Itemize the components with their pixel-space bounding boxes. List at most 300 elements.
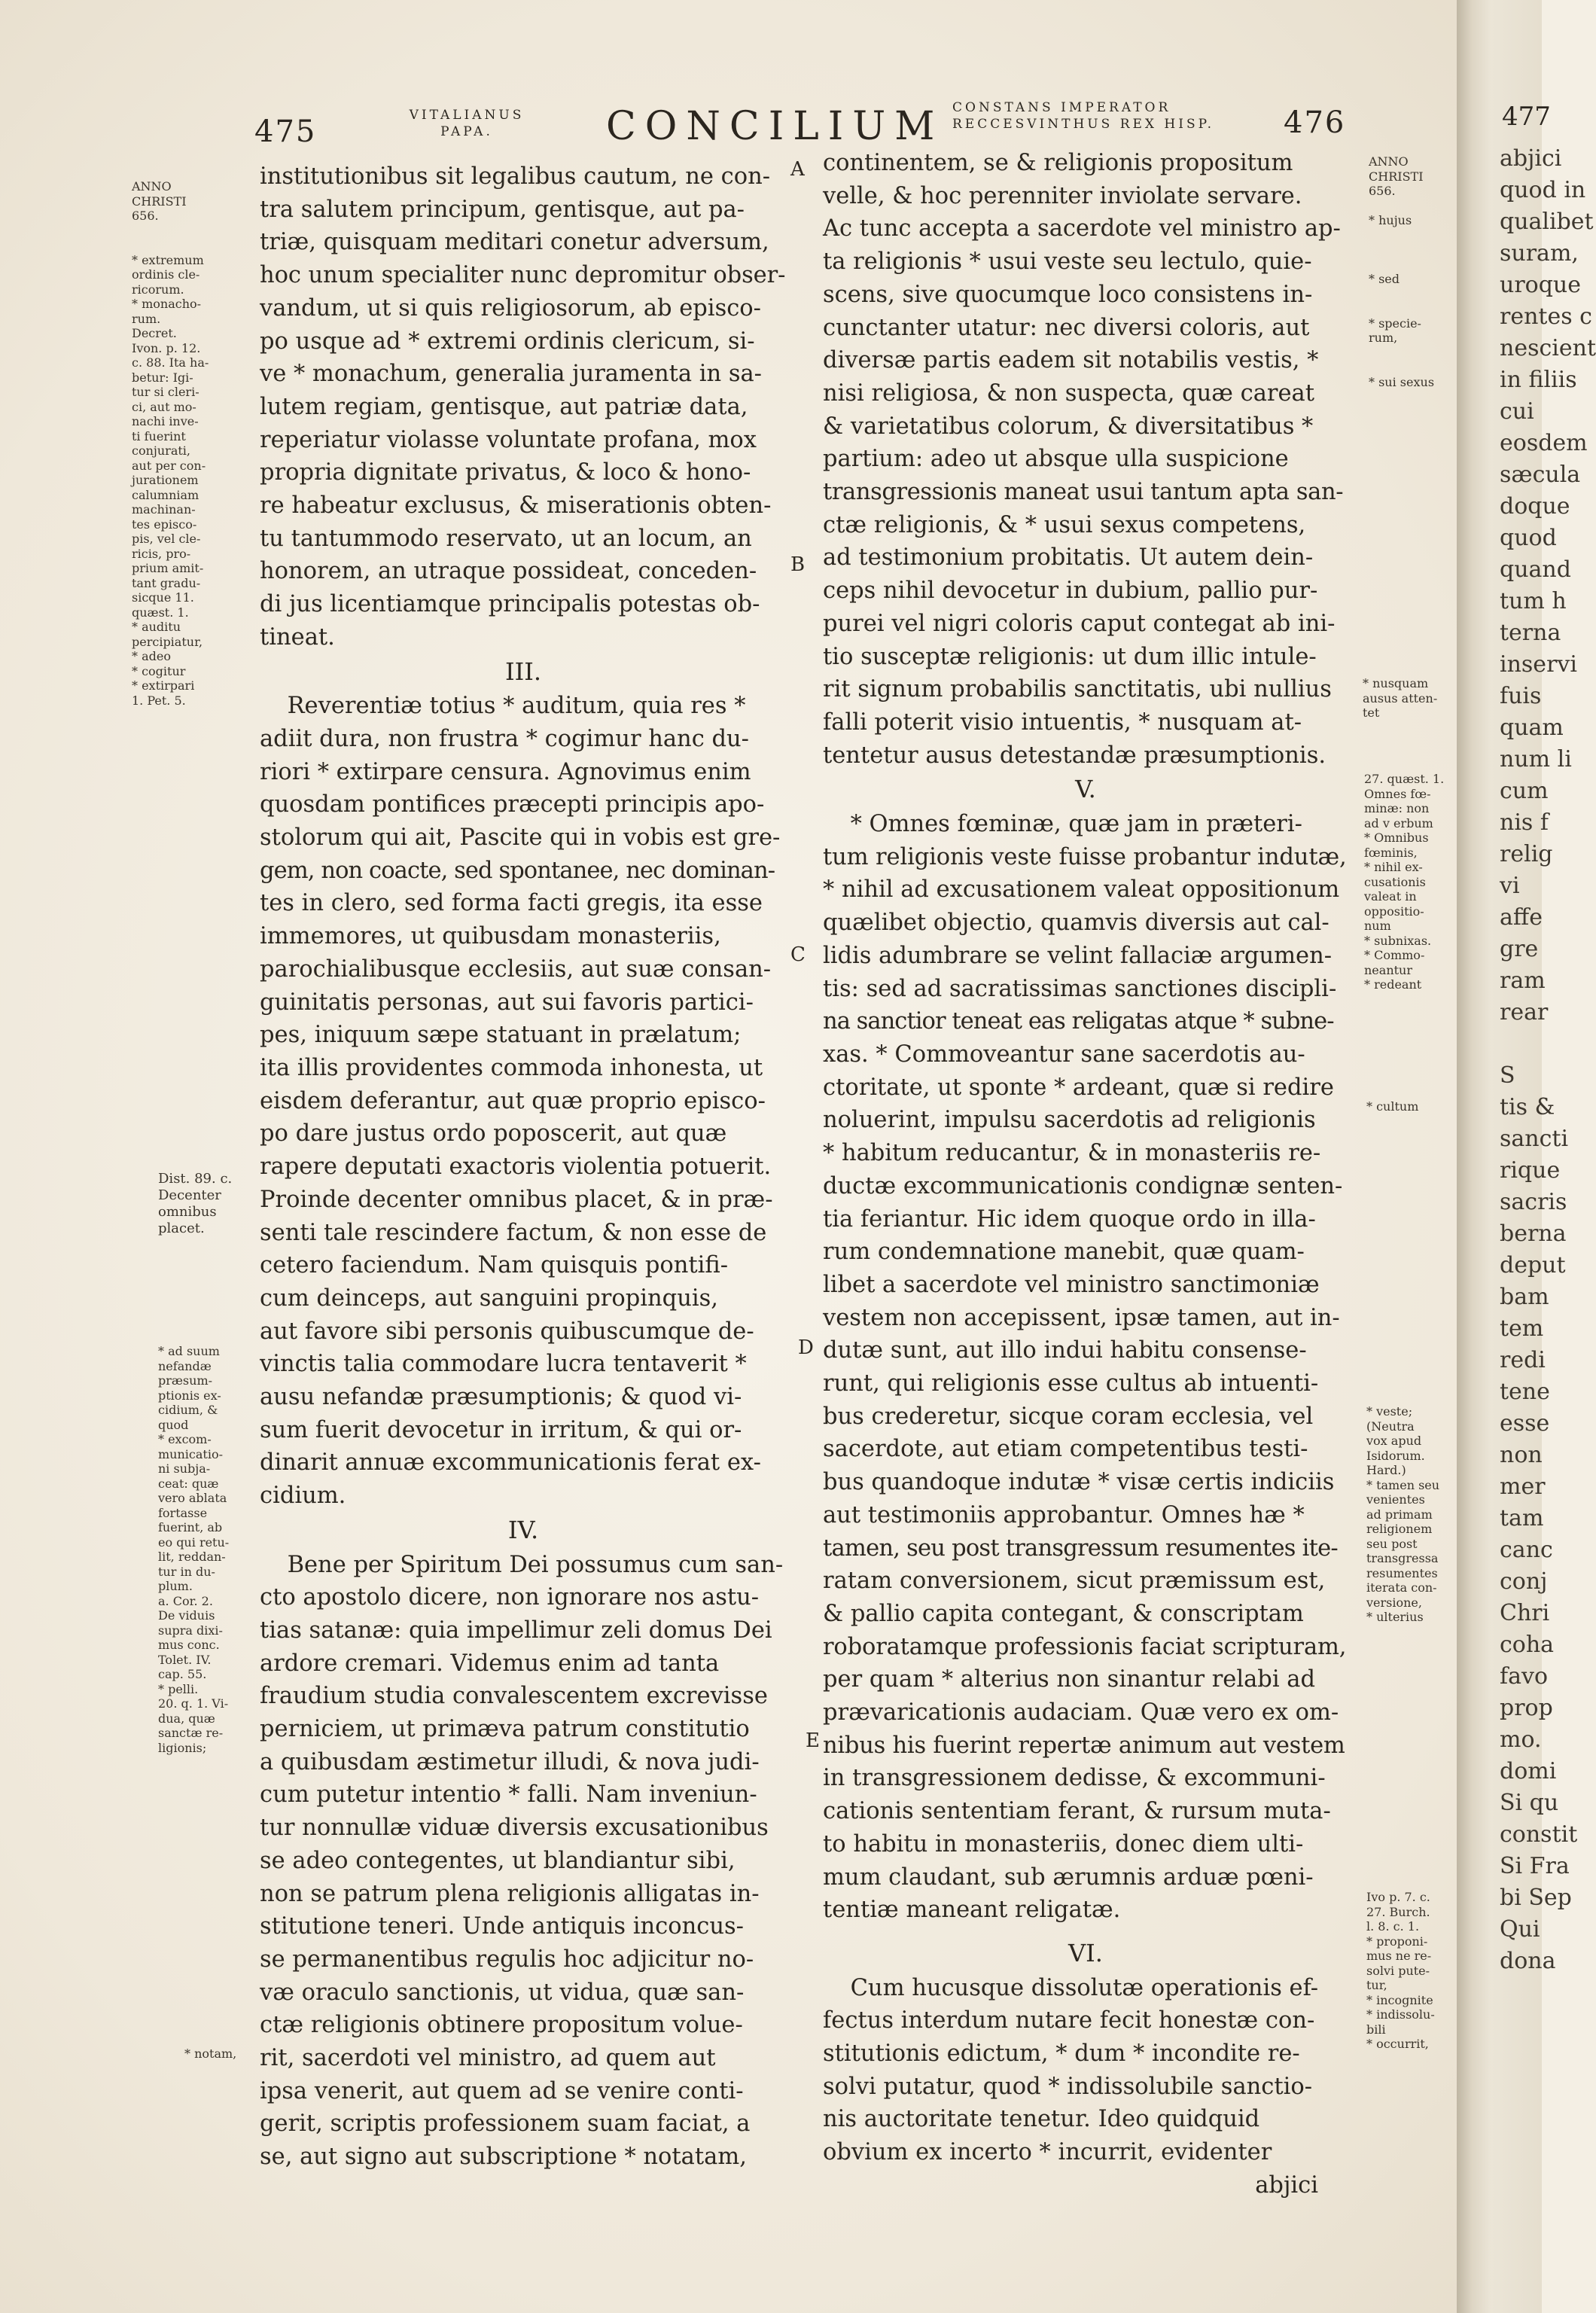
edge-fragment: fuis — [1500, 683, 1542, 709]
text-line: transgressionis maneat usui tantum apta san- — [823, 479, 1344, 506]
text-line: vinctis talia commodare lucra tentaverit * — [260, 1351, 747, 1378]
margin-note: venientes — [1366, 1492, 1425, 1507]
margin-note: quæst. 1. — [132, 605, 189, 620]
right-paragraph-5 — [823, 808, 1348, 1927]
margin-note: religionem — [1366, 1522, 1433, 1536]
edge-fragment: nescient — [1500, 335, 1596, 361]
text-line: ctæ religionis, & * usui sexus competens, — [823, 511, 1306, 538]
heading-IV: IV. — [507, 1515, 539, 1544]
edge-fragment: constit — [1500, 1821, 1578, 1848]
text-line: po dare justus ordo poposcerit, aut quæ — [260, 1120, 727, 1147]
text-line: dutæ sunt, aut illo indui habitu consense- — [823, 1337, 1307, 1364]
text-line: nibus his fuerint repertæ animum aut vestem — [823, 1732, 1345, 1759]
text-line: cto apostolo dicere, non ignorare nos astu- — [260, 1584, 760, 1611]
margin-note: placet. — [158, 1220, 205, 1236]
text-line: tu tantummodo reservato, ut an locum, an — [260, 525, 752, 552]
margin-note: ANNO — [1369, 154, 1409, 169]
section-letter-e: E — [806, 1729, 820, 1752]
edge-fragment: coha — [1500, 1632, 1555, 1658]
margin-note: * cultum — [1366, 1099, 1419, 1114]
text-line: & varietatibus colorum, & diversitatibus * — [823, 413, 1314, 440]
text-line: solvi putatur, quod * indissolubile sanctio- — [823, 2073, 1313, 2100]
margin-note: lit, reddan- — [158, 1550, 226, 1564]
right-margin-notes-2 — [1363, 676, 1457, 721]
margin-note: minæ: non — [1364, 801, 1430, 815]
left-margin-notes-3 — [158, 1344, 271, 1755]
text-line: væ oraculo sanctionis, ut vidua, quæ san- — [260, 1979, 745, 2006]
text-line: non se patrum plena religionis alligatas in- — [260, 1880, 760, 1907]
margin-note: Tolet. IV. — [158, 1652, 212, 1667]
text-line: noluerint, impulsu sacerdotis ad religionis — [823, 1107, 1316, 1134]
margin-note: 27. Burch. — [1366, 1904, 1430, 1919]
text-line: velle, & hoc perenniter inviolate servare. — [823, 182, 1302, 209]
margin-note: Hard.) — [1366, 1463, 1406, 1477]
margin-note: CHRISTI — [132, 194, 187, 209]
text-line: cetero faciendum. Nam quisquis pontifi- — [260, 1252, 729, 1279]
section-letter-b: B — [790, 553, 806, 576]
left-page-number: 475 — [254, 114, 317, 149]
margin-note — [1369, 228, 1459, 243]
text-line: rit, sacerdoti vel ministro, ad quem aut — [260, 2045, 716, 2072]
margin-note: * excom- — [158, 1432, 212, 1446]
text-line: purei vel nigri coloris caput contegat ab ini- — [823, 610, 1336, 637]
section-letter-a: A — [790, 158, 805, 181]
margin-note: machinan- — [132, 502, 196, 517]
edge-fragment: deput — [1500, 1252, 1566, 1278]
next-page-edge-fragments — [1500, 143, 1596, 1977]
margin-note: * extirpari — [132, 678, 195, 693]
margin-note — [1369, 199, 1459, 214]
margin-note: nachi inve- — [132, 414, 199, 428]
edge-fragment: suram, — [1500, 240, 1579, 267]
text-line: continentem, se & religionis propositum — [823, 150, 1293, 176]
text-line: Ac tunc accepta a sacerdote vel ministro ap- — [823, 215, 1341, 242]
text-line: se permanentibus regulis hoc adjicitur no- — [260, 1946, 754, 1973]
text-line: cidium. — [260, 1483, 346, 1510]
text-line: obvium ex incerto * incurrit, evidenter — [823, 2139, 1272, 2166]
left-paragraph-4 — [260, 1549, 787, 2174]
edge-fragment: quod in — [1500, 177, 1586, 203]
text-line: guinitatis personas, aut sui favoris partici- — [260, 989, 754, 1016]
text-line: nisi religiosa, & non suspecta, quæ careat — [823, 379, 1314, 407]
edge-fragment: quand — [1500, 556, 1571, 583]
edge-fragment: Qui — [1500, 1916, 1540, 1943]
margin-note: ni subja- — [158, 1461, 211, 1476]
margin-note: ad v erbum — [1364, 815, 1433, 830]
margin-note: * adeo — [132, 649, 171, 663]
margin-note — [1369, 258, 1459, 273]
text-line: * habitum reducantur, & in monasteriis re- — [823, 1140, 1321, 1167]
margin-note: CHRISTI — [1369, 169, 1424, 184]
right-paragraph-1 — [823, 147, 1348, 772]
text-line: libet a sacerdote vel ministro sanctimoniæ — [823, 1271, 1320, 1298]
margin-note: prium amit- — [132, 561, 204, 575]
edge-fragment: sancti — [1500, 1126, 1569, 1152]
text-line: perniciem, ut primæva patrum constitutio — [260, 1716, 750, 1743]
edge-fragment: inservi — [1500, 651, 1577, 678]
margin-note: fortasse — [158, 1505, 208, 1520]
text-line: to habitu in monasteriis, donec diem ulti- — [823, 1830, 1304, 1857]
right-running-title: CONSTANS IMPERATOR RECCESVINTHUS REX HISP. — [952, 100, 1214, 132]
margin-note: plum. — [158, 1579, 193, 1593]
margin-note — [1369, 301, 1459, 316]
edge-fragment: terna — [1500, 620, 1561, 646]
text-line: ctæ religionis obtinere propositum volue- — [260, 2012, 743, 2039]
edge-fragment: abjici — [1500, 145, 1562, 172]
text-line: fectus interdum nutare fecit honestæ con- — [823, 2007, 1315, 2034]
edge-fragment: prop — [1500, 1695, 1553, 1721]
text-line: Cum hucusque dissolutæ operationis ef- — [850, 1974, 1319, 2001]
margin-note: Decenter — [158, 1187, 221, 1203]
margin-note: * specie- — [1369, 315, 1421, 331]
margin-note: resumentes — [1366, 1565, 1438, 1580]
edge-fragment: Si qu — [1500, 1790, 1559, 1816]
text-line: se adeo contegentes, ut blandiantur sibi, — [260, 1847, 736, 1874]
edge-fragment: ram — [1500, 968, 1546, 994]
text-line: quosdam pontifices præcepti principis apo- — [260, 791, 765, 818]
text-line: falli poterit visio intuentis, * nusquam at- — [823, 709, 1302, 736]
margin-note: Ivon. p. 12. — [132, 340, 201, 355]
margin-note: calumniam — [132, 487, 200, 502]
left-margin-notes-2 — [158, 1171, 263, 1237]
text-line: tis: sed ad sacratissimas sanctiones discipli- — [823, 975, 1337, 1002]
edge-fragment: berna — [1500, 1220, 1567, 1247]
margin-note: * extremum — [132, 252, 204, 267]
text-line: scens, sive quocumque loco consistens in- — [823, 281, 1313, 308]
margin-note: * ad suum — [158, 1344, 220, 1358]
edge-fragment: num li — [1500, 746, 1572, 773]
margin-note: * cogitur — [132, 663, 186, 678]
margin-note: * notam, — [184, 2046, 237, 2061]
margin-note: Ivo p. 7. c. — [1366, 1890, 1430, 1904]
margin-note: ptionis ex- — [158, 1388, 221, 1403]
text-line: po usque ad * extremi ordinis clericum, si- — [260, 328, 755, 355]
margin-note: betur: Igi- — [132, 370, 193, 385]
text-line: bus quandoque indutæ * visæ certis indiciis — [823, 1469, 1335, 1496]
edge-fragment: bam — [1500, 1284, 1549, 1310]
margin-note: * nusquam — [1363, 676, 1429, 690]
heading-V: V. — [1075, 775, 1096, 804]
text-line: bus crederetur, sicque coram ecclesia, vel — [823, 1403, 1314, 1430]
margin-note: ti fuerint — [132, 428, 186, 443]
margin-note: tur in du- — [158, 1564, 215, 1579]
text-line: sacerdote, aut etiam competentibus testi- — [823, 1436, 1308, 1463]
text-line: xas. * Commoveantur sane sacerdotis au- — [823, 1041, 1305, 1068]
text-line: parochialibusque ecclesiis, aut suæ consan- — [260, 955, 772, 983]
margin-note: pis, vel cle- — [132, 532, 201, 546]
text-line: Bene per Spiritum Dei possumus cum san- — [287, 1551, 784, 1578]
margin-note: cusationis — [1364, 874, 1426, 889]
text-line: in transgressionem dedisse, & excommuni- — [823, 1765, 1326, 1792]
margin-note: * pelli. — [158, 1681, 199, 1696]
edge-fragment: dona — [1500, 1948, 1556, 1974]
margin-note: municatio- — [158, 1446, 223, 1461]
text-line: ctoritate, ut sponte * ardeant, quæ si redire — [823, 1074, 1334, 1101]
text-line: vandum, ut si quis religiosorum, ab episco- — [260, 294, 761, 322]
text-line: Reverentiæ totius * auditum, quia res * — [287, 693, 746, 720]
text-line: lidis adumbrare se velint fallaciæ argumen- — [823, 942, 1333, 969]
margin-note — [1369, 242, 1459, 258]
text-line: ita illis providentes commoda inhonesta, ut — [260, 1054, 763, 1081]
text-line: tineat. — [260, 623, 335, 651]
margin-note: 1. Pet. 5. — [132, 693, 186, 708]
text-line: tur nonnullæ viduæ diversis excusationibus — [260, 1815, 769, 1842]
margin-note: Omnes fœ- — [1364, 786, 1431, 801]
edge-fragment: canc — [1500, 1537, 1553, 1563]
text-line: lutem regiam, gentisque, aut patriæ data, — [260, 393, 748, 420]
margin-note: tes episco- — [132, 517, 197, 532]
margin-note: * occurrit, — [1366, 2037, 1429, 2051]
text-line: * nihil ad excusationem valeat oppositionum — [823, 876, 1340, 904]
edge-fragment: sacris — [1500, 1189, 1567, 1215]
edge-fragment: S — [1500, 1062, 1515, 1089]
edge-fragment: rentes c — [1500, 303, 1592, 330]
margin-note: tet — [1363, 705, 1380, 720]
edge-fragment: tem — [1500, 1315, 1544, 1342]
text-line: se, aut signo aut subscriptione * notatam, — [260, 2144, 747, 2171]
edge-fragment: tis & — [1500, 1094, 1555, 1120]
margin-note: valeat in — [1364, 889, 1417, 904]
text-line: cum putetur intentio * falli. Nam inveniun- — [260, 1781, 757, 1809]
right-margin-notes-4 — [1366, 1099, 1457, 1114]
text-line: roboratamque professionis faciat scripturam, — [823, 1633, 1347, 1660]
margin-note: * Omnibus — [1364, 830, 1429, 845]
margin-note: solvi pute- — [1366, 1963, 1430, 1978]
margin-note: dua, quæ — [158, 1711, 215, 1726]
margin-note: * indissolu- — [1366, 2007, 1435, 2022]
edge-fragment: gre — [1500, 936, 1539, 962]
text-line: diversæ partis eadem sit notabilis vestis, * — [823, 347, 1319, 374]
margin-note: cap. 55. — [158, 1667, 207, 1681]
text-line: dinarit annuæ excommunicationis ferat ex- — [260, 1449, 761, 1476]
catchword: abjici — [1255, 2171, 1318, 2199]
margin-note: c. 88. Ita ha- — [132, 355, 209, 370]
edge-fragment: non — [1500, 1442, 1543, 1468]
margin-note: eo qui retu- — [158, 1534, 230, 1550]
margin-note: a. Cor. 2. — [158, 1593, 213, 1608]
margin-note: * subnixas. — [1364, 933, 1432, 948]
margin-note: * sed — [1369, 272, 1400, 286]
text-line: nis auctoritate tenetur. Ideo quidquid — [823, 2106, 1260, 2133]
edge-fragment: nis f — [1500, 809, 1549, 836]
margin-note: ricis, pro- — [132, 546, 191, 561]
left-paragraph-3 — [260, 690, 787, 1513]
text-line: hoc unum specialiter nunc depromitur obser- — [260, 262, 786, 289]
margin-note: * sui sexus — [1369, 374, 1435, 389]
text-line: triæ, quisquam meditari conetur adversum, — [260, 229, 769, 256]
margin-note: * monacho- — [132, 297, 202, 311]
margin-note: sicque 11. — [132, 590, 194, 605]
text-line: stolorum qui ait, Pascite qui in vobis est gre- — [260, 824, 781, 852]
edge-fragment: mo. — [1500, 1726, 1542, 1753]
edge-fragment: affe — [1500, 904, 1543, 931]
text-line: tum religionis veste fuisse probantur indutæ, — [823, 843, 1347, 870]
edge-fragment: rique — [1500, 1157, 1561, 1184]
edge-fragment: cui — [1500, 398, 1534, 425]
text-line: gem, non coacte, sed spontanee, nec dominan- — [260, 857, 775, 884]
edge-fragment: rear — [1500, 999, 1549, 1025]
text-line: aut testimoniis approbantur. Omnes hæ * — [823, 1501, 1305, 1528]
edge-fragment: relig — [1500, 841, 1553, 867]
margin-note: conjurati, — [132, 443, 190, 458]
margin-note: * incognite — [1366, 1992, 1433, 2007]
left-paragraph-1 — [260, 160, 787, 654]
text-line: na sanctior teneat eas religatas atque * subne- — [823, 1008, 1334, 1035]
edge-fragment: Si Fra — [1500, 1853, 1570, 1879]
margin-note: rum. — [132, 311, 161, 326]
edge-fragment: bi Sep — [1500, 1885, 1572, 1911]
edge-fragment: esse — [1500, 1410, 1550, 1437]
margin-note: præsum- — [158, 1373, 213, 1388]
text-line: tentiæ maneant religatæ. — [823, 1897, 1121, 1924]
margin-note: fœminis, — [1364, 845, 1418, 860]
text-line: rapere deputati exactoris violentia potuerit. — [260, 1153, 772, 1181]
edge-fragment: conj — [1500, 1568, 1548, 1595]
text-line: stitutionis edictum, * dum * incondite re- — [823, 2040, 1300, 2068]
margin-note: quod — [158, 1417, 189, 1432]
text-line: tentetur ausus detestandæ præsumptionis. — [823, 742, 1326, 769]
margin-note: * hujus — [1369, 213, 1412, 227]
text-line: ta religionis * usui veste seu lectulo, quie- — [823, 248, 1312, 276]
margin-note: Isidorum. — [1366, 1448, 1425, 1463]
margin-note: Decret. — [132, 326, 177, 340]
margin-note: * nihil ex- — [1364, 860, 1423, 874]
margin-note: 20. q. 1. Vi- — [158, 1696, 229, 1711]
text-line: honorem, an utraque possideat, conceden- — [260, 558, 757, 585]
margin-note: * Commo- — [1364, 948, 1425, 962]
left-margin-notes — [132, 179, 256, 708]
margin-note: * veste; — [1366, 1404, 1413, 1419]
margin-note — [1369, 346, 1459, 361]
margin-note: percipiatur, — [132, 634, 203, 649]
margin-note: l. 8. c. 1. — [1366, 1919, 1420, 1934]
text-line: cunctanter utatur: nec diversi coloris, aut — [823, 314, 1310, 341]
margin-note: (Neutra — [1366, 1419, 1415, 1434]
margin-note: oppositio- — [1364, 904, 1424, 919]
margin-note: 656. — [1369, 184, 1396, 198]
right-paragraph-6 — [823, 1972, 1348, 2169]
margin-note: * auditu — [132, 620, 181, 634]
text-line: cationis sententiam ferant, & rursum muta- — [823, 1798, 1331, 1825]
text-line: re habeatur exclusus, & miserationis obten- — [260, 492, 772, 520]
right-margin-notes-3 — [1364, 772, 1458, 992]
text-line: pes, iniquum sæpe statuant in prælatum; — [260, 1022, 742, 1049]
text-line: senti tale rescindere factum, & non esse de — [260, 1219, 767, 1246]
margin-note: aut per con- — [132, 458, 206, 473]
margin-note: nefandæ — [158, 1358, 212, 1373]
heading-III: III. — [504, 657, 542, 686]
text-line: runt, qui religionis esse cultus ab intuenti- — [823, 1370, 1319, 1397]
margin-note: mus ne re- — [1366, 1949, 1432, 1963]
edge-fragment: in filiis — [1500, 367, 1577, 393]
edge-fragment: quam — [1500, 715, 1564, 741]
margin-note: neantur — [1364, 962, 1412, 977]
text-line: tio susceptæ religionis: ut dum illic intule- — [823, 643, 1317, 670]
text-line: ipsa venerit, aut quem ad se venire conti- — [260, 2077, 744, 2104]
edge-fragment: sæcula — [1500, 462, 1581, 488]
margin-note: supra dixi- — [158, 1623, 223, 1638]
text-line: rit signum probabilis sanctitatis, ubi nullius — [823, 676, 1332, 703]
section-letter-c: C — [790, 943, 806, 966]
section-letter-d: D — [798, 1336, 814, 1359]
margin-note: ordinis cle- — [132, 267, 200, 282]
text-line: a quibusdam æstimetur illudi, & nova judi- — [260, 1748, 760, 1775]
edge-fragment: tam — [1500, 1505, 1544, 1531]
margin-note: De viduis — [158, 1608, 215, 1623]
text-line: tamen, seu post transgressum resumentes ite- — [823, 1534, 1338, 1562]
text-line: tia feriantur. Hic idem quoque ordo in illa- — [823, 1205, 1316, 1233]
margin-note: 27. quæst. 1. — [1364, 772, 1445, 786]
right-margin-notes-5 — [1366, 1404, 1457, 1625]
margin-note — [1369, 360, 1459, 375]
edge-fragment: mer — [1500, 1473, 1546, 1500]
text-line: aut favore sibi personis quibuscumque de- — [260, 1318, 754, 1345]
text-line: ductæ excommunicationis condignæ senten- — [823, 1172, 1343, 1199]
margin-note: tant gradu- — [132, 575, 201, 590]
text-line: quælibet objectio, quamvis diversis aut cal- — [823, 910, 1329, 937]
margin-note: ANNO — [132, 179, 172, 194]
margin-note: ci, aut mo- — [132, 399, 196, 414]
text-line: ve * monachum, generalia juramenta in sa- — [260, 361, 762, 388]
text-line: prævaricationis audaciam. Quæ vero ex om- — [823, 1699, 1339, 1726]
text-line: rum condemnatione manebit, quæ quam- — [823, 1239, 1305, 1266]
margin-note: 656. — [132, 209, 159, 223]
text-line: gerit, scriptis professionem suam faciat, a — [260, 2110, 751, 2138]
margin-note: * ulterius — [1366, 1610, 1424, 1624]
text-line: propria dignitate privatus, & loco & hono- — [260, 459, 751, 486]
margin-note: ausus atten- — [1363, 690, 1438, 705]
edge-fragment: eosdem — [1500, 430, 1588, 456]
edge-fragment: uroque — [1500, 272, 1582, 298]
margin-note: cidium, & — [158, 1403, 218, 1417]
margin-note — [1369, 287, 1459, 302]
text-line: ausu nefandæ præsumptionis; & quod vi- — [260, 1384, 742, 1411]
margin-note: omnibus — [158, 1204, 217, 1220]
margin-note: Dist. 89. c. — [158, 1171, 233, 1187]
margin-note: vox apud — [1366, 1434, 1422, 1448]
text-line: tias satanæ: quia impellimur zeli domus Dei — [260, 1617, 772, 1644]
text-line: tra salutem principum, gentisque, aut pa- — [260, 196, 745, 223]
text-line: cum deinceps, aut sanguini propinquis, — [260, 1284, 718, 1312]
edge-fragment: doque — [1500, 493, 1570, 520]
text-line: tes in clero, sed forma facti gregis, ita esse — [260, 890, 763, 917]
text-line: di jus licentiamque principalis potestas ob- — [260, 591, 760, 618]
text-line: vestem non accepissent, ipsæ tamen, aut in- — [823, 1304, 1340, 1331]
text-line: ratam conversionem, sicut præmissum est, — [823, 1568, 1326, 1595]
text-line: mum claudant, sub ærumnis arduæ pœni- — [823, 1864, 1314, 1891]
margin-note: tur, — [1366, 1978, 1387, 1992]
text-line: riori * extirpare censura. Agnovimus enim — [260, 758, 751, 785]
edge-fragment: vi — [1500, 873, 1520, 899]
edge-fragment: tum h — [1500, 588, 1567, 614]
text-line: reperiatur violasse voluntate profana, mox — [260, 426, 757, 453]
edge-fragment: redi — [1500, 1347, 1546, 1373]
left-text-column — [260, 160, 787, 2174]
right-margin-notes-6 — [1366, 1890, 1457, 2052]
text-line: & pallio capita contegant, & conscriptam — [823, 1600, 1304, 1627]
margin-note: ad primam — [1366, 1507, 1433, 1522]
heading-VI: VI. — [1068, 1938, 1103, 1967]
text-line: ceps nihil devocetur in dubium, pallio pur- — [823, 577, 1318, 605]
edge-fragment: domi — [1500, 1758, 1557, 1784]
edge-fragment: quod — [1500, 525, 1557, 551]
margin-note: ricorum. — [132, 282, 184, 297]
margin-note: num — [1364, 919, 1391, 933]
margin-note: tur si cleri- — [132, 385, 200, 399]
margin-note: rum, — [1369, 331, 1398, 345]
left-running-title: VITALIANUS PAPA. — [409, 108, 525, 139]
text-line: sum fuerit devocetur in irritum, & qui or- — [260, 1416, 742, 1443]
